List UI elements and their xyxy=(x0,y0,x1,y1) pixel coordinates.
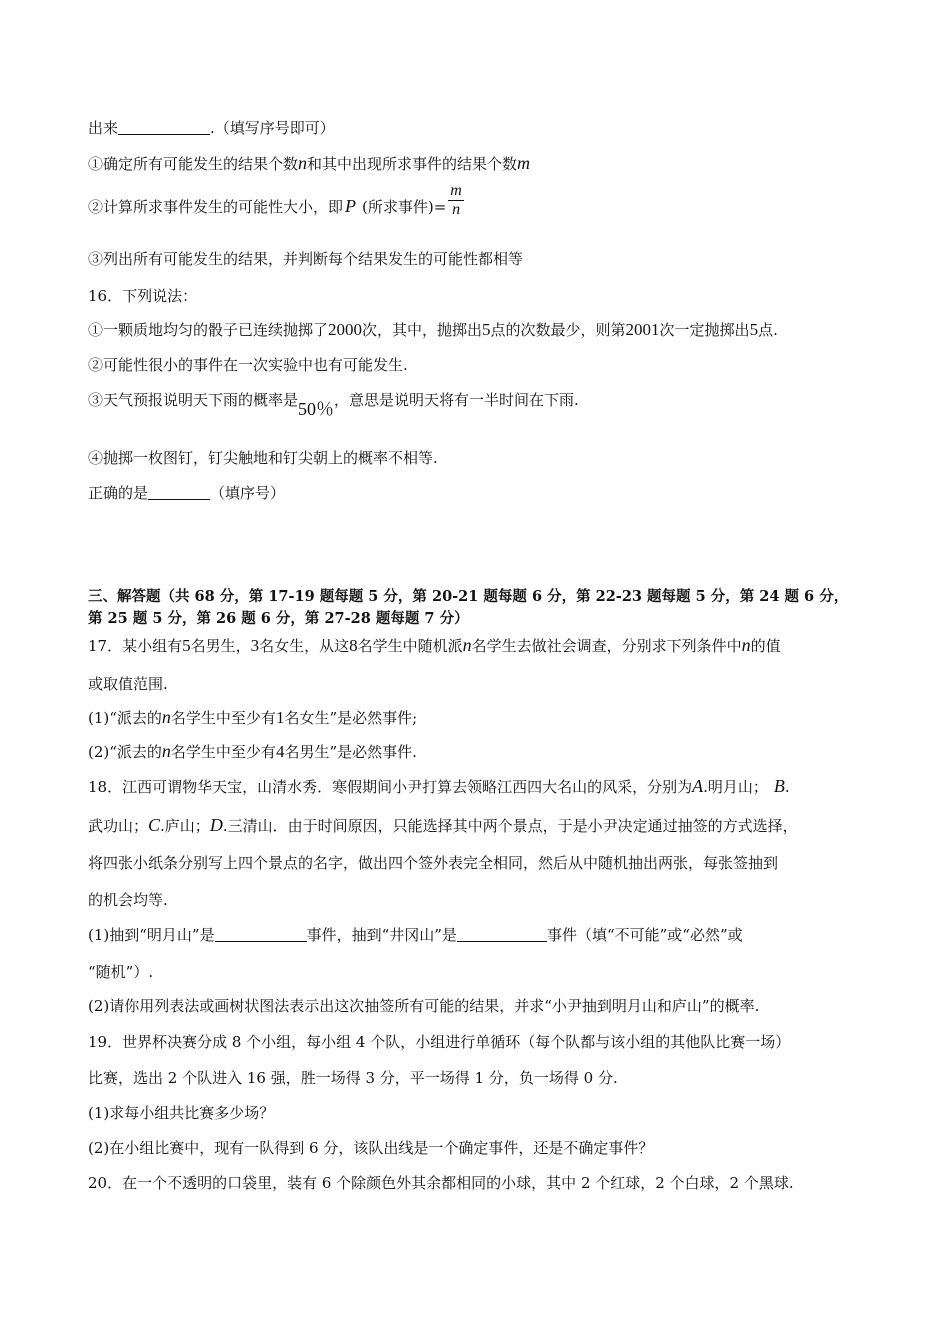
section3-header-line2 xyxy=(88,609,469,629)
q16-statement-2 xyxy=(88,355,408,375)
section3-header-text-2: 第 25 题 5 分，第 26 题 6 分，第 27-28 题每题 7 分） xyxy=(88,610,469,627)
s3-text: ③天气预报说明天下雨的概率是 xyxy=(88,391,299,409)
fraction-numerator: m xyxy=(450,181,462,199)
q17-text-5: 名学生去做社会调查，分别求下列条件中 xyxy=(471,637,742,655)
s1-num-5b: 5 xyxy=(749,320,759,339)
step1-text-2: 和其中出现所求事件的结果个数 xyxy=(307,155,518,173)
q18-text-6: .三清山．由于时间原因，只能选择其中两个景点，于是小尹决定通过抽签的方式选择， xyxy=(222,817,798,835)
q15-text: 出来 xyxy=(88,119,119,137)
s1-text: ①一颗质地均匀的骰子已连续抛掷了 xyxy=(88,321,329,339)
var-P: P xyxy=(345,196,357,216)
q18-text-8: 的机会均等. xyxy=(88,891,168,909)
s1-num-5: 5 xyxy=(482,320,491,339)
q17-p1-text-2: 名学生中至少有 xyxy=(170,709,276,727)
step1-text: ①确定所有可能发生的结果个数 xyxy=(88,155,299,173)
q17-num-3: 3 xyxy=(250,636,260,655)
q19-text-2: 比赛，选出 2 个队进入 16 强，胜一场得 3 分，平一场得 1 分，负一场得 0 分. xyxy=(88,1069,618,1087)
s1-text-3: 点的次数最少，则第 xyxy=(490,321,626,339)
q19-p1-text: (1)求每小组共比赛多少场？ xyxy=(88,1104,275,1122)
var-n: n xyxy=(161,741,171,761)
q17-p2-text-2: 名学生中至少有 xyxy=(170,743,276,761)
var-B: B xyxy=(773,776,785,796)
q17-text-2: 名男生， xyxy=(190,637,251,655)
q15-hint: .（填写序号即可） xyxy=(210,119,335,137)
q20-text: 20．在一个不透明的口袋里，装有 6 个除颜色外其余都相同的小球，其中 2 个红球，2 个白球，2 个黑球. xyxy=(88,1174,794,1192)
answer-label: 正确的是 xyxy=(88,484,149,502)
var-n: n xyxy=(462,635,472,655)
q19-line2 xyxy=(88,1068,618,1088)
s1-num-2000: 2000 xyxy=(328,320,363,339)
step3-text: ③列出所有可能发生的结果，并判断每个结果发生的可能性都相等 xyxy=(88,250,524,268)
q17-part2 xyxy=(88,741,417,762)
q17-num-8: 8 xyxy=(349,636,358,655)
q18-line1 xyxy=(88,776,790,797)
step2-text-2: (所求事件)= xyxy=(362,198,447,216)
q18-text-4: 武功山； xyxy=(88,817,149,835)
s1-text-4: 次一定抛掷出 xyxy=(659,321,750,339)
q18-text-7: 将四张小纸条分别写上四个景点的名字，做出四个签外表完全相同，然后从中随机抽出两张，每张签抽到 xyxy=(88,854,779,872)
q15-answer-blank[interactable] xyxy=(118,119,210,135)
q17-p1-text: (1)“派去的 xyxy=(88,709,162,727)
q17-text-7: 或取值范围. xyxy=(88,675,168,693)
q17-line2 xyxy=(88,674,168,694)
fraction-denominator: n xyxy=(452,200,461,218)
q19-part2 xyxy=(88,1138,653,1158)
q17-p1-text-3: 名女生”是必然事件; xyxy=(284,709,418,727)
q18-text-2: .明月山； xyxy=(703,778,768,796)
var-D: D xyxy=(209,815,223,835)
q17-p2-text-3: 名男生”是必然事件. xyxy=(284,743,417,761)
q18-text: 18．江西可谓物华天宝，山清水秀．寒假期间小尹打算去领略江西四大名山的风采，分别为 xyxy=(88,778,693,796)
q18-part1 xyxy=(88,925,743,945)
var-n: n xyxy=(741,635,751,655)
q18-p1-text-2: 事件，抽到“井冈山”是 xyxy=(306,926,457,944)
q17-part1 xyxy=(88,707,417,728)
section3-header-text: 三、解答题（共 68 分，第 17-19 题每题 5 分，第 20-21 题每题 6 分，第 22-23 题每题 5 分，第 24 题 6 分， xyxy=(88,588,849,605)
s3-text-2: ，意思是说明天将有一半时间在下雨. xyxy=(334,391,579,409)
q18-p1-text-3: 事件（填“不可能”或“必然”或 xyxy=(546,926,743,944)
step2-text: ②计算所求事件发生的可能性大小，即 xyxy=(88,198,344,216)
var-n: n xyxy=(161,707,171,727)
q18-text-5: .庐山； xyxy=(160,817,210,835)
s1-text-5: 点. xyxy=(758,321,778,339)
q19-line1 xyxy=(88,1032,790,1052)
q17-text-4: 名学生中随机派 xyxy=(357,637,463,655)
q18-line3 xyxy=(88,853,778,873)
q20-line1 xyxy=(88,1173,794,1193)
q17-text: 17．某小组有 xyxy=(88,637,183,655)
q18-line4 xyxy=(88,890,168,910)
q15-step1 xyxy=(88,153,530,174)
q16-title-text: 16．下列说法： xyxy=(88,287,198,305)
q18-blank-1[interactable] xyxy=(215,926,307,942)
q17-p2-num: 4 xyxy=(275,742,285,761)
s2-text: ②可能性很小的事件在一次实验中也有可能发生. xyxy=(88,356,408,374)
q15-line1 xyxy=(88,118,335,138)
q18-text-3: . xyxy=(784,778,790,796)
answer-hint: （填序号） xyxy=(210,484,286,502)
fraction-m-over-n xyxy=(448,182,464,219)
q16-statement-3 xyxy=(88,390,579,419)
q18-part2 xyxy=(88,996,759,1016)
q16-answer-blank[interactable] xyxy=(148,484,210,500)
q18-p1-text-4: “随机”）. xyxy=(88,963,154,981)
q17-line1 xyxy=(88,635,781,656)
q15-step3 xyxy=(88,249,523,269)
s1-text-2: 次，其中，抛掷出 xyxy=(362,321,483,339)
q19-p2-text: (2)在小组比赛中，现有一队得到 6 分，该队出线是一个确定事件，还是不确定事件？ xyxy=(88,1139,654,1157)
q17-text-6: 的值 xyxy=(750,637,781,655)
q18-p2-text: (2)请你用列表法或画树状图法表示出这次抽签所有可能的结果，并求“小尹抽到明月山和庐山”的概率. xyxy=(88,997,760,1015)
q18-blank-2[interactable] xyxy=(457,926,547,942)
var-n: n xyxy=(298,153,308,173)
s3-percent: 50％ xyxy=(298,399,335,419)
s1-num-2001: 2001 xyxy=(625,320,660,339)
q19-text: 19．世界杯决赛分成 8 个小组，每小组 4 个队，小组进行单循环（每个队都与该小组的其他队比赛一场） xyxy=(88,1033,791,1051)
q17-num-5: 5 xyxy=(182,636,191,655)
q18-part1-cont xyxy=(88,962,153,982)
q16-statement-1 xyxy=(88,320,778,340)
var-C: C xyxy=(148,815,161,835)
q16-statement-4 xyxy=(88,448,438,468)
var-A: A xyxy=(692,776,704,796)
var-m: m xyxy=(517,153,531,173)
q19-part1 xyxy=(88,1103,274,1123)
q16-answer-line xyxy=(88,483,285,503)
s4-text: ④抛掷一枚图钉，钉尖触地和钉尖朝上的概率不相等. xyxy=(88,449,438,467)
q18-line2 xyxy=(88,815,798,836)
q16-title xyxy=(88,286,197,306)
q15-step2 xyxy=(88,181,464,219)
q17-p1-num: 1 xyxy=(275,708,285,727)
q18-p1-text: (1)抽到“明月山”是 xyxy=(88,926,215,944)
q17-text-3: 名女生，从这 xyxy=(259,637,350,655)
q17-p2-text: (2)“派去的 xyxy=(88,743,162,761)
section3-header-line1 xyxy=(88,587,848,607)
